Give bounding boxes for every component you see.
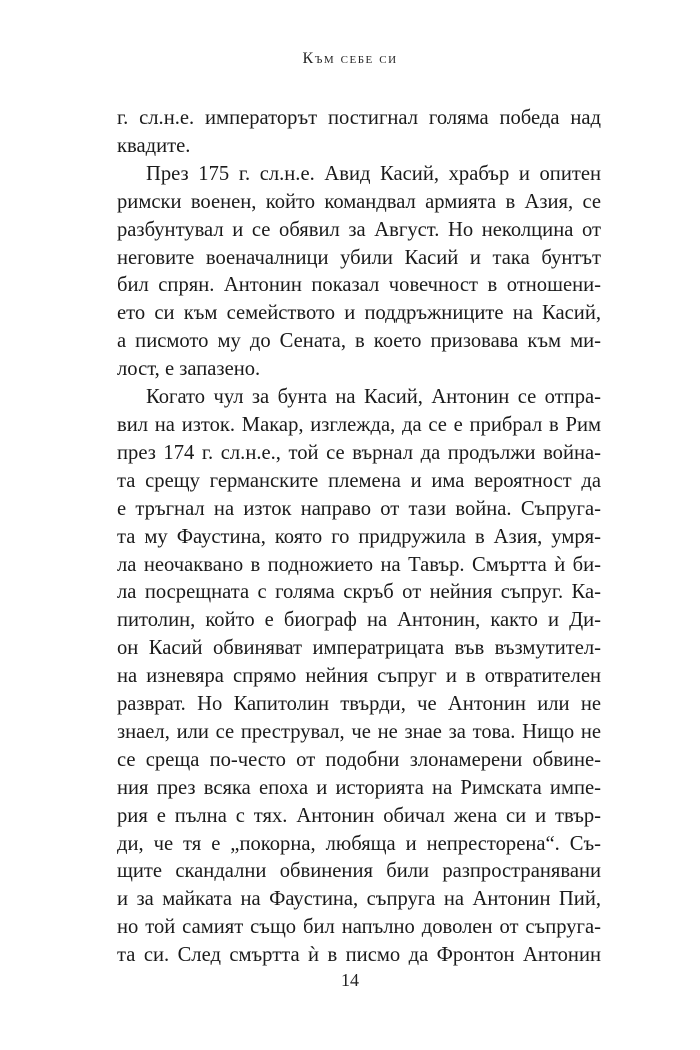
text-line: квадите. (117, 134, 191, 157)
text-line: и за майката на Фаустина, съпруга на Антонин Пий, (117, 888, 601, 911)
paragraph (117, 105, 601, 161)
text-line: ди, че тя е „покорна, любяща и непресторена“. Съ- (117, 832, 601, 855)
text-line: разбунтувал и се обявил за Август. Но неколцина от (117, 218, 601, 241)
text-line: а писмото му до Сената, в което призовава към ми- (117, 330, 601, 353)
text-line: та му Фаустина, която го придружила в Азия, умря- (117, 525, 601, 548)
text-line: та срещу германските племена и има вероятност да (117, 469, 601, 492)
text-line: но той самият също бил напълно доволен от съпруга- (117, 916, 601, 939)
text-line: питолин, който е биограф на Антонин, както и Ди- (117, 609, 601, 632)
text-line: вил на изток. Макар, изглежда, да се е прибрал в Рим (117, 413, 601, 436)
text-line: бил спрян. Антонин показал човечност в отношени- (117, 274, 601, 297)
text-line: Когато чул за бунта на Касий, Антонин се отпра- (146, 386, 601, 409)
text-line: ния през всяка епоха и историята на Римската импе- (117, 776, 601, 799)
text-line: През 175 г. сл.н.е. Авид Касий, храбър и опитен (146, 162, 601, 185)
text-line: римски военен, който командвал армията в Азия, се (117, 190, 601, 213)
text-line: през 174 г. сл.н.е., той се върнал да продължи война- (117, 441, 601, 464)
text-line: на изневяра спрямо нейния съпруг и в отвратителен (117, 665, 601, 688)
text-line: знаел, или се преструвал, че не знае за това. Нищо не (117, 720, 601, 743)
text-line: щите скандални обвинения били разпространявани (117, 860, 601, 883)
text-line: неговите военачалници убили Касий и така бунтът (117, 246, 601, 269)
text-line: разврат. Но Капитолин твърди, че Антонин или не (117, 693, 601, 716)
text-line: се среща по-често от подобни злонамерени обвине- (117, 748, 601, 771)
text-line: та си. След смъртта ѝ в писмо да Фронтон Антонин (117, 944, 601, 967)
text-line: ла неочаквано в подножието на Тавър. Смъртта ѝ би- (117, 553, 601, 576)
running-head-title: Към себе си (302, 50, 398, 67)
text-line: ла посрещната с голяма скръб от нейния съпруг. Ка- (117, 581, 601, 604)
text-line: лост, е запазено. (117, 358, 261, 381)
text-line: г. сл.н.е. императорът постигнал голяма победа над (117, 107, 601, 129)
text-line: рия е пълна с тях. Антонин обичал жена си и твър- (117, 804, 601, 827)
body-text (117, 105, 601, 970)
text-line: е тръгнал на изток направо от тази война. Съпруга- (117, 497, 601, 520)
text-line: ето си към семейството и поддръжниците на Касий, (117, 302, 601, 325)
text-line: он Касий обвиняват императрицата във възмутител- (117, 637, 601, 660)
page-number: 14 (341, 970, 359, 990)
paragraph (117, 384, 601, 970)
paragraph (117, 161, 601, 384)
